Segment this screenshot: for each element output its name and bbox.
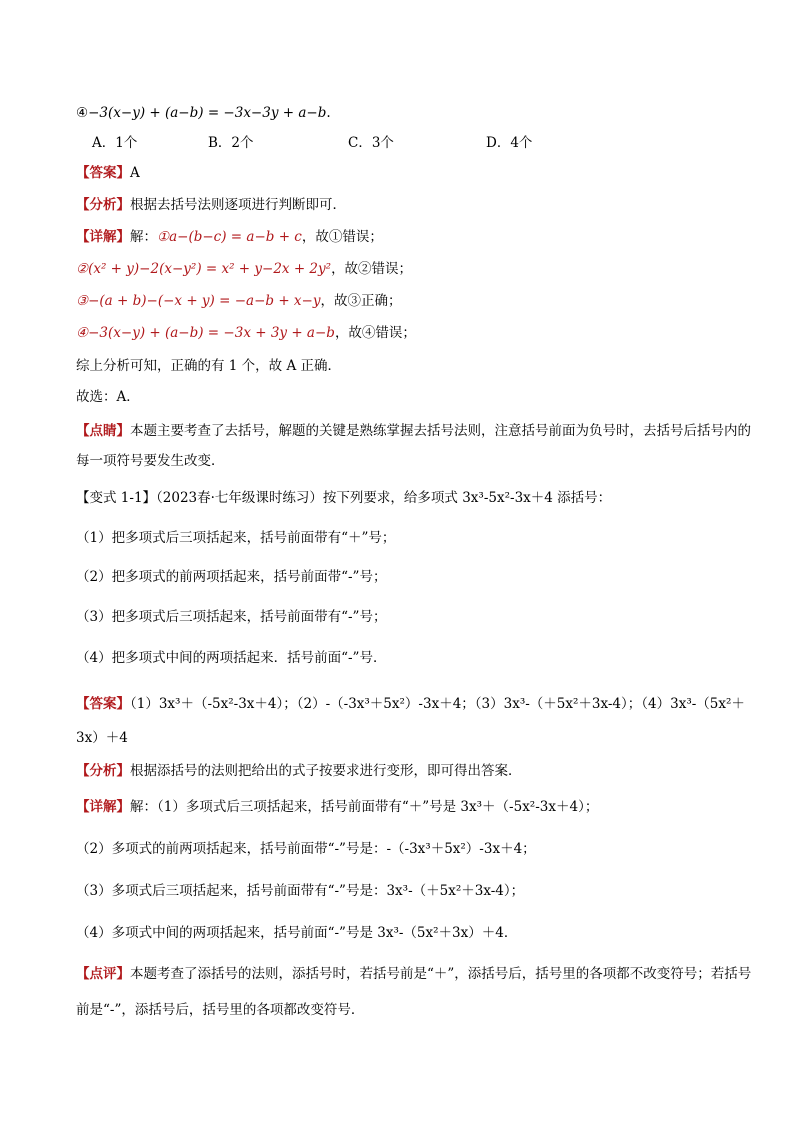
detail-text: 解：（1）多项式后三项括起来，括号前面带有“＋”号是 3x³＋（-5x²-3x＋4）； [130, 799, 599, 815]
variant-text: （2023春·七年级课时练习）按下列要求，给多项式 3x³-5x²-3x＋4 添括号： [156, 490, 612, 506]
variant-tag: 【变式 1-1】 [76, 490, 157, 506]
item-number: ④ [76, 105, 89, 121]
answer-text: （1）3x³＋（-5x²-3x＋4）；（2）-（-3x³＋5x²）-3x＋4；（3）3x³-（＋5x²＋3x-4）；（4）3x³-（5x²＋3x）＋4 [76, 696, 745, 746]
choice-b: B．2个 [208, 135, 254, 151]
choice-a: A．1个 [92, 135, 138, 151]
equation: ②(x² + y)−2(x−y²) = x² + y−2x + 2y² [76, 261, 332, 277]
analysis-tag: 【分析】 [76, 197, 130, 213]
answer-line [76, 162, 754, 184]
analysis-text: 根据去括号法则逐项进行判断即可． [130, 197, 346, 213]
verdict: ，故①错误； [301, 229, 383, 245]
equation: ③−(a + b)−(−x + y) = −a−b + x−y [76, 293, 321, 309]
comment-tag: 【点评】 [76, 966, 130, 982]
verdict: ，故③正确； [320, 293, 402, 309]
analysis-line [76, 194, 754, 216]
answer-tag: 【答案】 [76, 165, 130, 181]
detail-line-3 [76, 290, 754, 312]
analysis-tag: 【分析】 [76, 763, 130, 779]
answer-tag: 【答案】 [76, 696, 130, 712]
analysis2-line [76, 760, 754, 782]
detail-line-1 [76, 226, 754, 248]
detail2-line-1 [76, 796, 754, 818]
choice-d: D．4个 [486, 135, 533, 151]
equation: ④−3(x−y) + (a−b) = −3x + 3y + a−b [76, 325, 335, 341]
choice-c: C．3个 [348, 135, 394, 151]
variant-item-1: （1）把多项式后三项括起来，括号前面带有“＋”号； [76, 530, 396, 546]
detail2-line-4: （4）多项式中间的两项括起来，括号前面“-”号是 3x³-（5x²＋3x）＋4． [76, 925, 518, 941]
variant-heading [76, 487, 754, 509]
variant-item-3: （3）把多项式后三项括起来，括号前面带有“-”号； [76, 609, 387, 625]
detail-line-2 [76, 258, 754, 280]
detail-tag: 【详解】 [76, 799, 130, 815]
analysis-text: 根据添括号的法则把给出的式子按要求进行变形，即可得出答案． [130, 763, 522, 779]
comment-text: 本题主要考查了去括号，解题的关键是熟练掌握去括号法则，注意括号前面为负号时，去括号后括号内的每一项符号要发生改变． [76, 423, 751, 469]
verdict: ，故④错误； [334, 325, 416, 341]
verdict: ，故②错误； [331, 261, 413, 277]
detail-text: 解： [130, 229, 157, 245]
detail2-line-3: （3）多项式后三项括起来，括号前面带有“-”号是：3x³-（＋5x²＋3x-4）； [76, 883, 525, 899]
answer-text: A [130, 165, 140, 181]
variant-item-2: （2）把多项式的前两项括起来，括号前面带“-”号； [76, 569, 387, 585]
detail-line-4 [76, 322, 754, 344]
comment-tag: 【点睛】 [76, 423, 130, 439]
period: . [326, 105, 331, 121]
summary-line: 综上分析可知，正确的有 1 个，故 A 正确． [76, 358, 342, 374]
comment-text: 本题考查了添括号的法则，添括号时，若括号前是“＋”，添括号后，括号里的各项都不改变符号；若括号前是“-”，添括号后，括号里的各项都改变符号． [76, 966, 752, 1018]
detail-tag: 【详解】 [76, 229, 130, 245]
comment2-paragraph [76, 956, 754, 1028]
answer2-paragraph [76, 687, 754, 755]
equation: ①a−(b−c) = a−b + c [157, 229, 302, 245]
equation: −3(x−y) + (a−b) = −3x−3y + a−b [88, 105, 327, 121]
detail2-line-2: （2）多项式的前两项括起来，括号前面带“-”号是：-（-3x³＋5x²）-3x＋4； [76, 841, 536, 857]
question-item-4 [76, 102, 754, 124]
comment-paragraph [76, 416, 754, 476]
choose-line: 故选：A． [76, 389, 140, 405]
variant-item-4: （4）把多项式中间的两项括起来．括号前面“-”号． [76, 650, 387, 666]
